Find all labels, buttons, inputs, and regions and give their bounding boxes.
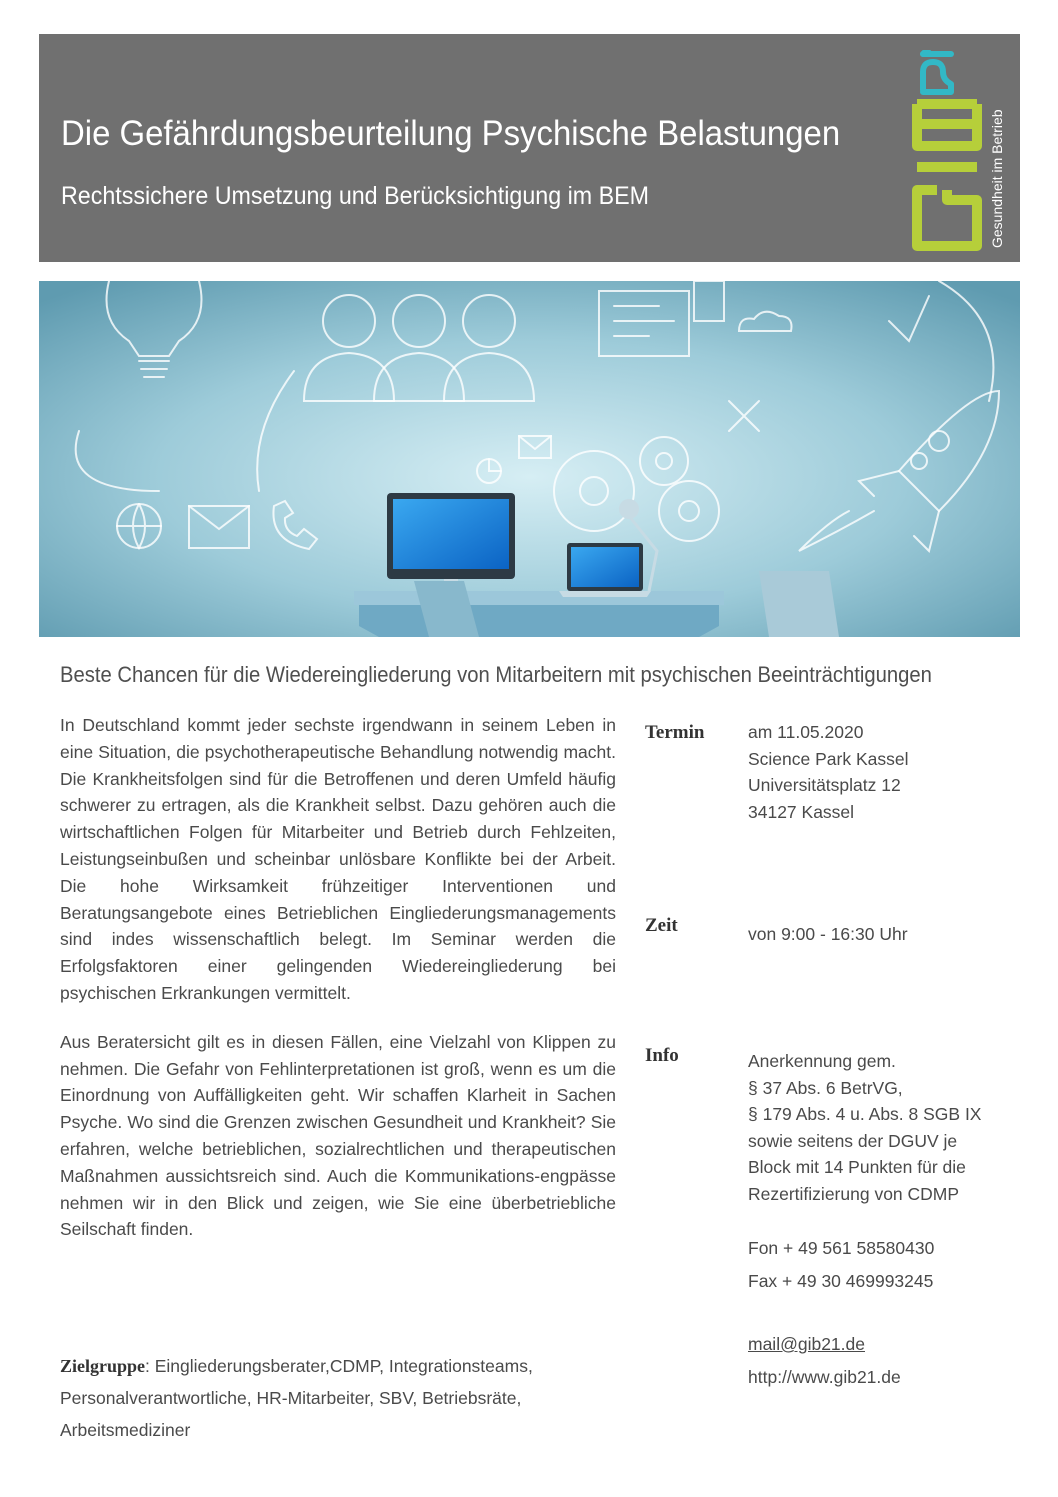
- info-label: Info: [645, 1045, 679, 1066]
- description-paragraph: Aus Beratersicht gilt es in diesen Fällen, eine Vielzahl von Klippen zu nehmen. Die Gefahr von Fehlinterpretationen ist groß, wenn es um die Einordnung von Auffälligkeiten geht. Wir schaffen Klarheit in Sachen Psyche. Wo sind die Grenzen zwischen Gesundheit und Krankheit? Sie erfahren, welche betrieblichen, sozialrechtlichen und therapeutischen Maßnahmen aussichtsreich sind. Auch die Kommunikations-engpässe nehmen wir in den Blick und zeigen, wie Sie eine überbetriebliche Seilschaft finden.: [60, 1031, 616, 1240]
- termin-label: Termin: [645, 722, 705, 743]
- zeit-text: von 9:00 - 16:30 Uhr: [748, 924, 908, 944]
- target-audience: [60, 1350, 616, 1446]
- target-audience-label: Zielgruppe: [60, 1356, 146, 1376]
- header-banner: [39, 34, 1020, 262]
- info-value: [748, 1048, 1028, 1207]
- info-line: § 37 Abs. 6 BetrVG,: [748, 1077, 903, 1098]
- zeit-value: [748, 921, 1028, 948]
- logo-tagline: Gesundheit im Betrieb: [989, 109, 1005, 248]
- page-title: Die Gefährdungsbeurteilung Psychische Belastungen: [61, 114, 841, 153]
- website-link[interactable]: http://www.gib21.de: [748, 1366, 901, 1387]
- phone-number: Fon + 49 561 58580430: [748, 1238, 935, 1258]
- info-line: Block mit 14 Punkten für die: [748, 1157, 966, 1177]
- description-paragraph: In Deutschland kommt jeder sechste irgendwann in seinem Leben in eine Situation, die psychotherapeutische Behandlung notwendig macht. Die Krankheitsfolgen sind für die Betroffenen und deren Umfeld häufig schwerer zu ertragen, als die Krankheit selbst. Dazu gehören auch die wirtschaftlichen Folgen für Mitarbeiter und Betrieb durch Fehlzeiten, Leistungseinbußen und scheinbar unlösbare Konflikte bei der Arbeit. Die hohe Wirksamkeit frühzeitiger Interventionen und Beratungsangebote eines Betrieblichen Eingliederungsmanagements sind indes wissenschaftlich belegt. Im Seminar werden die Erfolgsfaktoren einer gelingenden Wiedereingliederung bei psychischen Erkrankungen vermittelt.: [60, 715, 616, 1003]
- info-line: § 179 Abs. 4 u. Abs. 8 SGB IX: [748, 1104, 982, 1124]
- fax-number: Fax + 49 30 469993245: [748, 1270, 934, 1291]
- page-subtitle: Rechtssichere Umsetzung und Berücksichtigung im BEM: [61, 182, 649, 210]
- zeit-label: Zeit: [645, 915, 678, 936]
- links-block: [748, 1331, 1028, 1390]
- info-line: sowie seitens der DGUV je: [748, 1130, 958, 1151]
- lead-heading: Beste Chancen für die Wiedereingliederung von Mitarbeitern mit psychischen Beeinträchtigungen: [60, 662, 932, 687]
- gib21-logo: [907, 50, 1019, 258]
- termin-line: Universitätsplatz 12: [748, 775, 901, 795]
- termin-line: Science Park Kassel: [748, 748, 909, 769]
- target-audience-text: : Eingliederungsberater,CDMP, Integrationsteams, Personalverantwortliche, HR-Mitarbeiter, SBV, Betriebsräte, Arbeitsmediziner: [60, 1356, 533, 1440]
- termin-line: am 11.05.2020: [748, 722, 864, 742]
- description-column: [60, 712, 616, 1265]
- hero-illustration: [39, 281, 1020, 637]
- email-link[interactable]: mail@gib21.de: [748, 1334, 865, 1354]
- termin-value: [748, 719, 1028, 825]
- info-line: Anerkennung gem.: [748, 1051, 896, 1071]
- contact-block: [748, 1235, 1028, 1294]
- termin-line: 34127 Kassel: [748, 801, 855, 822]
- info-line: Rezertifizierung von CDMP: [748, 1183, 960, 1204]
